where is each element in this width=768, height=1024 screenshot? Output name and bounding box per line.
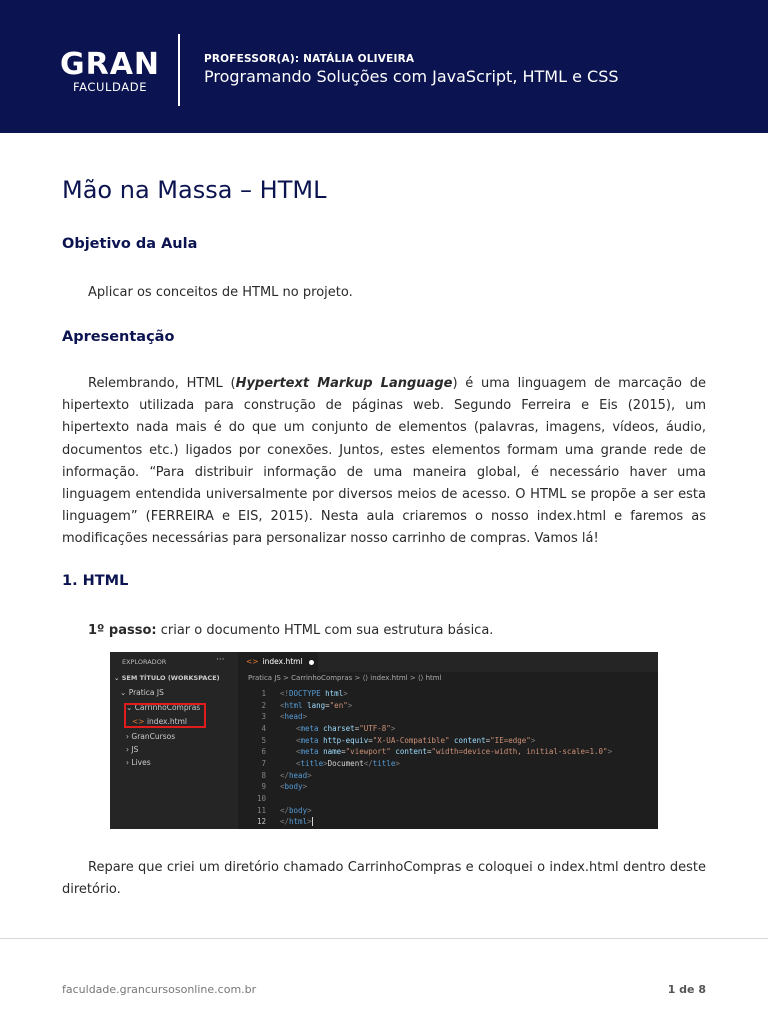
heading-apresentacao: Apresentação	[62, 329, 175, 345]
chevron-right-icon: ›	[126, 758, 129, 767]
tree-item-carrinho: ⌄ CarrinhoCompras	[126, 703, 201, 712]
tree-item-lives: › Lives	[126, 758, 151, 767]
heading-objetivo: Objetivo da Aula	[62, 236, 198, 252]
chevron-right-icon: ›	[126, 745, 129, 754]
editor-tabbar	[238, 652, 658, 672]
page-title: Mão na Massa – HTML	[62, 176, 327, 204]
course-title: Programando Soluções com JavaScript, HTML e CSS	[204, 67, 619, 86]
step-label: 1º passo:	[88, 623, 157, 638]
professor-name: PROFESSOR(A): NATÁLIA OLIVEIRA	[204, 53, 415, 65]
line-number: 12	[256, 817, 266, 826]
line-number: 1	[261, 689, 266, 698]
logo-sub: FACULDADE	[72, 80, 148, 94]
tab-index-html: <> index.html	[238, 652, 318, 672]
code-line: <html lang="en">	[280, 701, 353, 710]
paragraph-step1	[62, 620, 706, 642]
code-line: <meta name="viewport" content="width=device-width, initial-scale=1.0">	[296, 747, 613, 756]
line-number: 4	[261, 724, 266, 733]
code-line: <!DOCTYPE html>	[280, 689, 348, 698]
workspace-label: ⌄ SEM TÍTULO (WORKSPACE)	[114, 674, 220, 682]
code-line: <meta charset="UTF-8">	[296, 724, 396, 733]
page-number: 1 de 8	[667, 983, 706, 996]
tree-item-pratica-js: ⌄ Pratica JS	[120, 688, 164, 697]
line-number: 6	[261, 747, 266, 756]
chevron-down-icon: ⌄	[126, 703, 133, 712]
code-line: </body>	[280, 806, 312, 815]
code-line: <head>	[280, 712, 308, 721]
html-file-icon: <>	[132, 717, 145, 726]
objetivo-text: Aplicar os conceitos de HTML no projeto.	[88, 285, 353, 300]
tree-item-index: <> index.html	[132, 717, 187, 726]
code-line: <meta http-equiv="X-UA-Compatible" content="IE=edge">	[296, 736, 536, 745]
step-text: criar o documento HTML com sua estrutura básica.	[156, 623, 494, 638]
header-divider	[178, 34, 180, 106]
heading-html: 1. HTML	[62, 573, 129, 589]
paragraph-objetivo	[62, 282, 706, 304]
line-number: 8	[261, 771, 266, 780]
paragraph-after-image	[62, 857, 706, 901]
line-number: 9	[261, 782, 266, 791]
explorer-panel	[110, 652, 238, 829]
apres-text-1: Relembrando, HTML (	[88, 376, 236, 391]
code-line: <body>	[280, 782, 308, 791]
line-number: 3	[261, 712, 266, 721]
unsaved-dot-icon	[309, 660, 314, 665]
logo-main: GRAN	[59, 47, 161, 82]
highlight-box	[124, 703, 206, 728]
apres-text-2: ) é uma linguagem de marcação de hipertexto utilizada para construção de páginas web. Segundo Ferreira e Eis (2015), um hipertexto nada mais é do que um conjunto de elementos (palavras, imagens, vídeos, áudio, documentos etc.) ligados por conexões. Juntos, estes elementos formam uma grande rede de informação. “Para distribuir informação de uma maneira global, é necessário haver uma linguagem entendida universalmente por diversos meios de acesso. O HTML se propõe a ser esta linguagem” (FERREIRA e EIS, 2015). Nesta aula criaremos o nosso index.html e faremos as modificações necessárias para personalizar nosso carrinho de compras. Vamos lá!	[62, 376, 706, 547]
apres-emphasis: Hypertext Markup Language	[235, 376, 453, 391]
after-text: Repare que criei um diretório chamado CarrinhoCompras e coloquei o index.html dentro deste diretório.	[62, 860, 706, 898]
code-line: <title>Document</title>	[296, 759, 400, 768]
line-number: 10	[256, 794, 266, 803]
gran-faculdade-logo	[58, 47, 162, 94]
html-file-icon: <>	[246, 657, 259, 666]
line-number: 7	[261, 759, 266, 768]
footer-url: faculdade.grancursosonline.com.br	[62, 983, 257, 996]
chevron-right-icon: ›	[126, 732, 129, 741]
explorer-title: EXPLORADOR	[122, 658, 167, 666]
chevron-down-icon: ⌄	[120, 688, 127, 697]
paragraph-apresentacao	[62, 373, 706, 551]
line-number: 2	[261, 701, 266, 710]
breadcrumb: Pratica JS > CarrinhoCompras > ⟨⟩ index.html > ⟨⟩ html	[248, 674, 442, 682]
footer-divider	[0, 938, 768, 939]
more-icon: ···	[216, 655, 225, 665]
tree-item-grancursos: › GranCursos	[126, 732, 176, 741]
line-number: 5	[261, 736, 266, 745]
page-header	[0, 0, 768, 133]
line-number: 11	[256, 806, 266, 815]
code-line: </html>	[280, 817, 317, 826]
code-line: </head>	[280, 771, 312, 780]
vscode-screenshot	[110, 652, 658, 829]
tree-item-js: › JS	[126, 745, 139, 754]
